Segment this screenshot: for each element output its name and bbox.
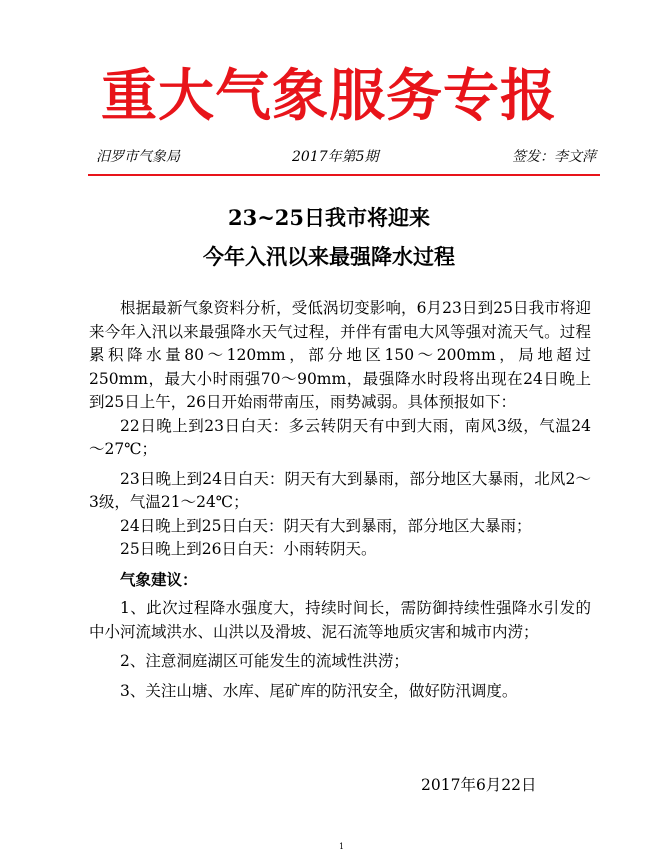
headline-line-2: 今年入汛以来最强降水过程 xyxy=(203,244,455,269)
issue-number: 2017年第5期 xyxy=(292,149,379,165)
forecast-item: 23日晚上到24日白天：阴天有大到暴雨，部分地区大暴雨，北风2～3级，气温21～24℃； xyxy=(89,469,591,511)
advice-item: 1、此次过程降水强度大，持续时间长，需防御持续性强降水引发的中小河流域洪水、山洪以及滑坡、泥石流等地质灾害和城市内涝； xyxy=(89,599,591,641)
issuer-name: 汨罗市气象局 xyxy=(96,149,180,165)
forecast-item: 25日晚上到26日白天：小雨转阴天。 xyxy=(120,540,377,558)
advice-heading: 气象建议： xyxy=(120,569,198,589)
headline-line-1: 23~25日我市将迎来 xyxy=(227,205,431,230)
intro-paragraph: 根据最新气象资料分析，受低涡切变影响，6月23日到25日我市将迎来今年入汛以来最强降水天气过程，并伴有雷电大风等强对流天气。过程累积降水量80～120mm，部分地区150～200mm，局地超过250mm，最大小时雨强70～90mm，最强降水时段将出现在24日晚上到25日上午，26日开始雨带南压，雨势减弱。具体预报如下： xyxy=(89,299,591,411)
page-number: 1 xyxy=(339,842,345,851)
forecast-item: 22日晚上到23日白天：多云转阴天有中到大雨，南风3级，气温24～27℃； xyxy=(89,416,591,458)
advice-item: 2、注意洞庭湖区可能发生的流域性洪涝； xyxy=(120,652,409,670)
document-body xyxy=(89,297,591,703)
header-divider xyxy=(88,174,600,176)
masthead-title: 重大气象服务专报 xyxy=(101,63,557,129)
advice-item: 3、关注山塘、水库、尾矿库的防汛安全，做好防汛调度。 xyxy=(120,681,518,700)
signer: 签发：李文萍 xyxy=(512,149,596,165)
issue-info-row xyxy=(96,146,596,168)
issue-date: 2017年6月22日 xyxy=(421,776,537,794)
forecast-item: 24日晚上到25日白天：阴天有大到暴雨，部分地区大暴雨； xyxy=(120,516,532,535)
